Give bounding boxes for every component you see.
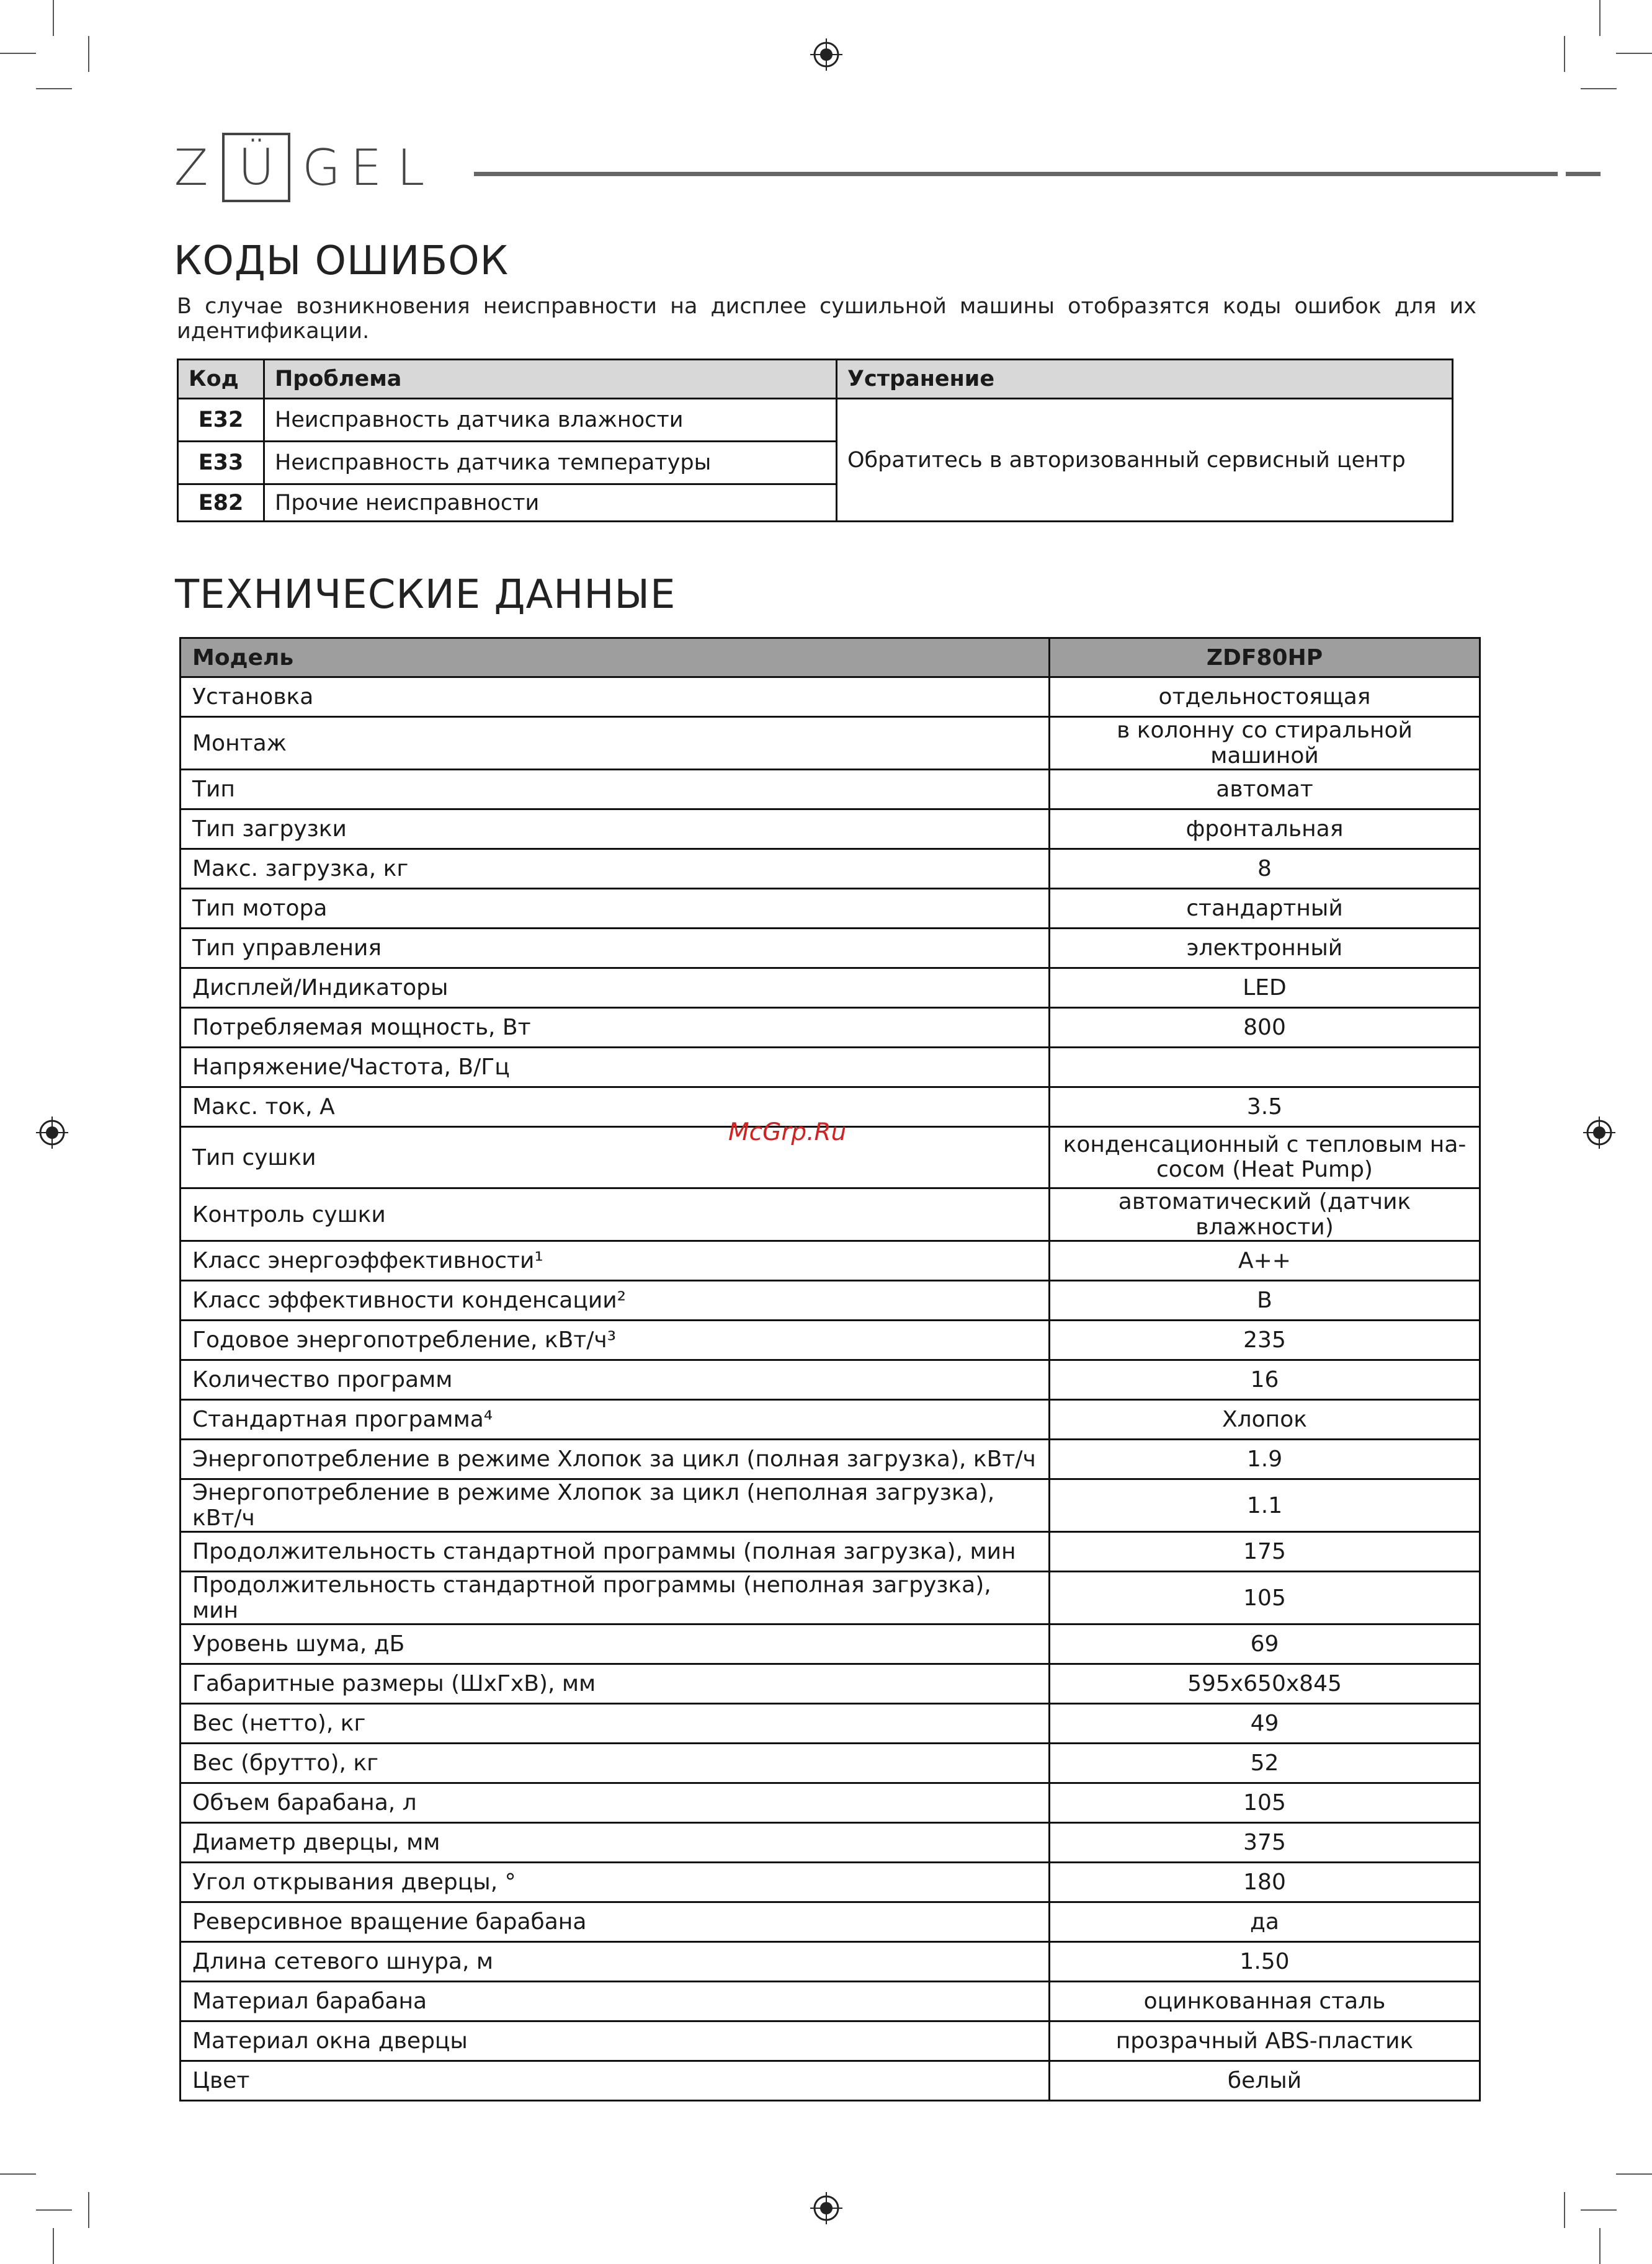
table-row [181,1321,1480,1360]
spec-label: Макс. ток, А [181,1087,1050,1127]
table-row [178,399,1453,442]
spec-value: 69 [1050,1624,1480,1664]
column-header-model: Модель [181,638,1050,677]
spec-value: стандартный [1050,889,1480,929]
table-row [181,1982,1480,2021]
spec-value: 49 [1050,1704,1480,1744]
logo-letter: Z [174,138,208,197]
spec-value: прозрачный ABS-пластик [1050,2021,1480,2061]
crop-mark [1564,36,1565,72]
spec-value: в колонну со стиральной машиной [1050,717,1480,770]
table-row [181,929,1480,968]
error-problem: Неисправность датчика влажности [264,399,837,442]
spec-label: Вес (брутто), кг [181,1744,1050,1783]
crop-mark [88,36,89,72]
spec-value: отдельностоящая [1050,677,1480,717]
spec-label: Годовое энергопотребление, кВт/ч³ [181,1321,1050,1360]
table-row [181,770,1480,809]
spec-label: Макс. загрузка, кг [181,849,1050,889]
table-row [181,1783,1480,1823]
table-row [181,1241,1480,1281]
header-rule [1566,172,1601,176]
spec-label: Продолжительность стандартной программы (полная загрузка), мин [181,1532,1050,1572]
table-row [181,1664,1480,1704]
spec-label: Потребляемая мощность, Вт [181,1008,1050,1048]
spec-value: 3.5 [1050,1087,1480,1127]
registration-mark-icon [36,1116,68,1149]
spec-value: 105 [1050,1783,1480,1823]
spec-value: 16 [1050,1360,1480,1400]
spec-value: автомат [1050,770,1480,809]
table-row [181,2021,1480,2061]
table-row [181,889,1480,929]
spec-value: A++ [1050,1241,1480,1281]
registration-mark-icon [810,2192,842,2224]
table-row [181,717,1480,770]
spec-label: Продолжительность стандартной программы (неполная загрузка), мин [181,1572,1050,1624]
spec-value: 1.1 [1050,1479,1480,1532]
spec-label: Тип загрузки [181,809,1050,849]
header-rule [474,172,1558,176]
spec-label: Класс эффективности конденсации² [181,1281,1050,1321]
spec-label: Стандартная программа⁴ [181,1400,1050,1440]
spec-value: 1.9 [1050,1440,1480,1479]
table-row [181,1440,1480,1479]
table-row [181,1400,1480,1440]
spec-label: Длина сетевого шнура, м [181,1942,1050,1982]
spec-label: Цвет [181,2061,1050,2101]
table-row [181,1281,1480,1321]
table-row [181,1942,1480,1982]
crop-mark [1564,2192,1565,2228]
table-row [181,809,1480,849]
spec-label: Монтаж [181,717,1050,770]
spec-value: B [1050,1281,1480,1321]
spec-label: Количество программ [181,1360,1050,1400]
column-header-code: Код [178,360,264,399]
spec-label: Энергопотребление в режиме Хлопок за цикл (неполная загрузка), кВт/ч [181,1479,1050,1532]
spec-value: автоматический (датчик влажности) [1050,1188,1480,1241]
watermark: McGrp.Ru [728,1118,847,1146]
crop-mark [0,2173,36,2175]
logo-letter-boxed: Ü [222,133,290,202]
spec-label: Класс энергоэффективности¹ [181,1241,1050,1281]
table-row [181,849,1480,889]
table-row [181,1572,1480,1624]
spec-label: Уровень шума, дБ [181,1624,1050,1664]
spec-value: 175 [1050,1532,1480,1572]
error-codes-table [177,359,1453,522]
crop-mark [1581,88,1617,89]
spec-label: Дисплей/Индикаторы [181,968,1050,1008]
column-header-problem: Проблема [264,360,837,399]
spec-value: 180 [1050,1863,1480,1902]
table-row [181,1744,1480,1783]
spec-label: Тип [181,770,1050,809]
table-row [181,1048,1480,1087]
logo-letter: E [350,138,382,197]
crop-mark [1616,53,1652,54]
crop-mark [1616,2173,1652,2175]
error-code: E32 [178,399,264,442]
spec-label: Угол открывания дверцы, ° [181,1863,1050,1902]
error-fix: Обратитесь в авторизованный сервисный центр [837,399,1453,522]
table-header-row [181,638,1480,677]
spec-label: Установка [181,677,1050,717]
crop-mark [88,2192,89,2228]
spec-value: электронный [1050,929,1480,968]
tech-data-table [179,637,1481,2101]
spec-label: Материал барабана [181,1982,1050,2021]
table-row [181,677,1480,717]
spec-value: Хлопок [1050,1400,1480,1440]
crop-mark [0,53,36,54]
spec-value: конденсационный с тепловым на- сосом (Heat Pump) [1050,1127,1480,1188]
column-header-model-value: ZDF80HP [1050,638,1480,677]
spec-label: Энергопотребление в режиме Хлопок за цикл (полная загрузка), кВт/ч [181,1440,1050,1479]
error-code: E33 [178,442,264,484]
column-header-fix: Устранение [837,360,1453,399]
spec-value: да [1050,1902,1480,1942]
registration-mark-icon [1583,1116,1615,1149]
registration-mark-icon [810,38,842,71]
spec-value: 375 [1050,1823,1480,1863]
logo-letter: L [396,138,425,197]
crop-mark [1581,2209,1617,2211]
table-row [181,1360,1480,1400]
table-row [181,1704,1480,1744]
spec-label: Напряжение/Частота, В/Гц [181,1048,1050,1087]
table-header-row [178,360,1453,399]
table-row [181,968,1480,1008]
table-row [181,1902,1480,1942]
spec-value: 52 [1050,1744,1480,1783]
error-problem: Прочие неисправности [264,484,837,522]
table-row [181,1008,1480,1048]
table-row [181,1532,1480,1572]
crop-mark [36,2209,72,2211]
crop-mark [53,2228,54,2264]
table-row [181,1188,1480,1241]
spec-label: Тип управления [181,929,1050,968]
spec-label: Материал окна дверцы [181,2021,1050,2061]
spec-value: оцинкованная сталь [1050,1982,1480,2021]
spec-label: Тип мотора [181,889,1050,929]
spec-value: белый [1050,2061,1480,2101]
table-row [181,1863,1480,1902]
spec-value [1050,1048,1480,1087]
spec-value: 235 [1050,1321,1480,1360]
logo-letter: G [302,138,341,197]
table-row [181,2061,1480,2101]
spec-value: фронтальная [1050,809,1480,849]
error-codes-title: КОДЫ ОШИБОК [174,238,509,284]
table-row [181,1823,1480,1863]
spec-label: Диаметр дверцы, мм [181,1823,1050,1863]
spec-label: Габаритные размеры (ШхГхВ), мм [181,1664,1050,1704]
table-row [181,1624,1480,1664]
spec-label: Объем барабана, л [181,1783,1050,1823]
spec-label: Вес (нетто), кг [181,1704,1050,1744]
spec-label: Тип сушки [181,1127,1050,1188]
error-code: E82 [178,484,264,522]
spec-value: 105 [1050,1572,1480,1624]
crop-mark [1599,2228,1601,2264]
spec-value: 800 [1050,1008,1480,1048]
crop-mark [36,88,72,89]
table-row [181,1479,1480,1532]
spec-label: Контроль сушки [181,1188,1050,1241]
brand-logo [169,138,433,197]
tech-data-title: ТЕХНИЧЕСКИЕ ДАННЫЕ [175,572,676,618]
crop-mark [53,0,54,36]
spec-value: 8 [1050,849,1480,889]
spec-value: 595x650x845 [1050,1664,1480,1704]
error-codes-intro: В случае возникновения неисправности на дисплее сушильной машины отобразятся коды ошибок для их идентификации. [177,294,1476,344]
crop-mark [1599,0,1601,36]
spec-value: LED [1050,968,1480,1008]
error-problem: Неисправность датчика температуры [264,442,837,484]
spec-value: 1.50 [1050,1942,1480,1982]
spec-label: Реверсивное вращение барабана [181,1902,1050,1942]
